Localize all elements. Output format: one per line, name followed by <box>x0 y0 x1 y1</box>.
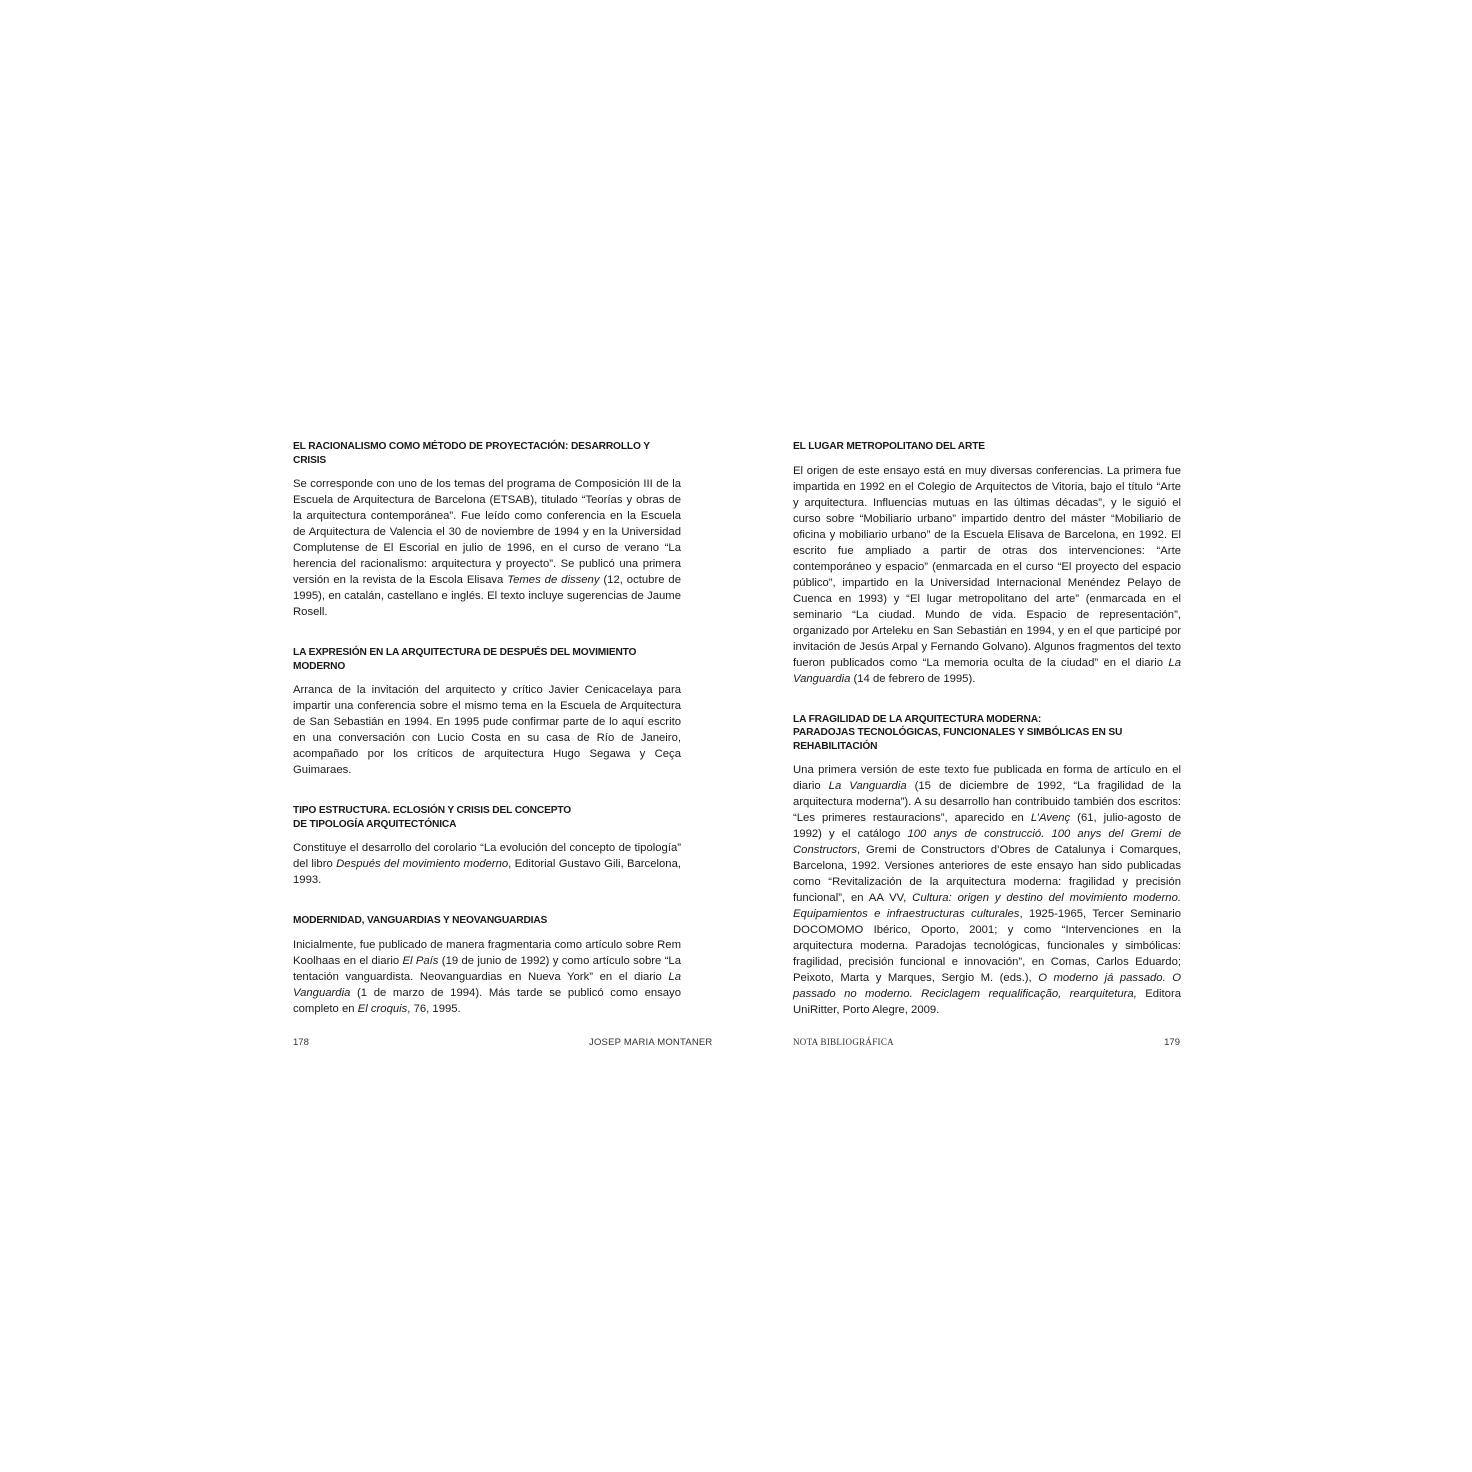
section-lugar-metropolitano <box>793 440 1181 687</box>
section-tipo-estructura <box>293 804 681 888</box>
running-head-title: NOTA BIBLIOGRÁFICA <box>793 1037 894 1047</box>
section-body <box>793 762 1181 1018</box>
text-run: (14 de febrero de 1995). <box>850 672 976 685</box>
text-run: El origen de este ensayo está en muy diversas conferencias. La primera fue impartida en 1992 en el Colegio de Arquitectos de Vitoria, bajo el título “Arte y arquitectura. Influencias mutuas en las últimas décadas”, y le siguió el curso sobre “Mobiliario urbano” impartido dentro del máster “Mobiliario de oficina y mobiliario urbano” de la Escuela Elisava de Barcelona, en 1992. El escrito fue ampliado a partir de otras dos intervenciones: “Arte contemporáneo y espacio” (enmarcada en el curso “El proyecto del espacio público”, impartido en la Universidad Internacional Menéndez Pelayo de Cuenca en 1993) y “El lugar metropolitano del arte” (enmarcada en el seminario “La ciudad. Mundo de vida. Espacio de representación”, organizado por Arteleku en San Sebastián en 1994, y en el que participé por invitación de Jesús Arpal y Fernando Golvano). Algunos fragmentos del texto fueron publicados como “La memoria oculta de la ciudad” en el diario <box>793 464 1181 669</box>
page-number-right: 179 <box>1164 1037 1180 1048</box>
section-body <box>293 682 681 778</box>
section-fragilidad <box>793 713 1181 1019</box>
section-body <box>293 840 681 888</box>
text-run: Una primera versión de este texto fue publicada en forma de artículo en el diario <box>793 764 1181 792</box>
section-expresion <box>293 646 681 778</box>
section-racionalismo <box>293 440 681 620</box>
running-head-author: JOSEP MARIA MONTANER <box>589 1037 713 1048</box>
section-title: LA FRAGILIDAD DE LA ARQUITECTURA MODERNA: PARADOJAS TECNOLÓGICAS, FUNCIONALES Y SIMBÓLICAS EN SU REHABILITACIÓN <box>793 713 1123 752</box>
section-title: EL LUGAR METROPOLITANO DEL ARTE <box>793 441 985 452</box>
italic-run: La Vanguardia <box>828 780 907 792</box>
section-body <box>793 463 1181 687</box>
italic-run: Cultura: origen y destino del movimiento moderno. Equipamientos e infraestructuras culturales <box>793 892 1181 920</box>
page-number-left: 178 <box>293 1037 309 1048</box>
italic-run: 100 anys de construcció. 100 anys del Gremi de Constructors <box>793 828 1181 856</box>
text-run: , 76, 1995. <box>407 1002 461 1015</box>
text-run: , Editorial Gustavo Gili, Barcelona, 1993. <box>293 858 681 886</box>
section-modernidad <box>293 914 681 1017</box>
italic-run: La Vanguardia <box>293 970 681 999</box>
section-title: EL RACIONALISMO COMO MÉTODO DE PROYECTACIÓN: DESARROLLO Y CRISIS <box>293 441 650 466</box>
text-run: (12, octubre de 1995), en catalán, castellano e inglés. El texto incluye sugerencias de Jaume Rosell. <box>293 574 681 618</box>
right-page <box>793 440 1181 1044</box>
text-run: Constituye el desarrollo del corolario “La evolución del concepto de tipología” del libro <box>293 842 681 870</box>
text-run: , 1925-1965, Tercer Seminario DOCOMOMO Ibérico, Oporto, 2001; y como “Intervenciones en la arquitectura moderna. Paradojas tecnológicas, funcionales y simbólicas: fragilidad, precisión funcional e innovación”, en Comas, Carlos Eduardo; Peixoto, Marta y Marques, Sergio M. (eds.), <box>793 908 1181 984</box>
italic-run: El País <box>402 954 439 967</box>
text-run: (15 de diciembre de 1992, “La fragilidad de la arquitectura moderna”). A su desarrollo han contribuido también dos escritos: “Les primeres restauracions”, aparecido en <box>793 780 1181 824</box>
text-run: Arranca de la invitación del arquitecto y crítico Javier Cenicacelaya para impartir una conferencia sobre el mismo tema en la Escuela de Arquitectura de San Sebastián en 1994. En 1995 pude confirmar parte de lo aquí escrito en una conversación con Lucio Costa en su casa de Río de Janeiro, acompañado por los críticos de arquitectura Hugo Segawa y Ceça Guimaraes. <box>293 684 681 776</box>
section-body <box>293 937 681 1017</box>
italic-run: O moderno já passado. O passado no moderno. Reciclagem requalificação, rearquitetura, <box>793 972 1182 1000</box>
italic-run: Después del movimiento moderno <box>336 858 509 870</box>
italic-run: La Vanguardia <box>793 656 1181 685</box>
section-title: TIPO ESTRUCTURA. ECLOSIÓN Y CRISIS DEL CONCEPTO DE TIPOLOGÍA ARQUITECTÓNICA <box>293 805 572 830</box>
text-run: , Gremi de Constructors d’Obres de Catalunya i Comarques, Barcelona, 1992. Versiones anteriores de este ensayo han sido publicadas como “Revitalización de la arquitectura moderna: fragilidad y precisión funcional”, en AA VV, <box>793 844 1181 904</box>
text-run: (19 de junio de 1992) y como artículo sobre “La tentación vanguardista. Neovanguardias en Nueva York” en el diario <box>293 954 682 983</box>
text-run: Se corresponde con uno de los temas del programa de Composición III de la Escuela de Arquitectura de Barcelona (ETSAB), titulado “Teorías y obras de la arquitectura contemporánea”. Fue leído como conferencia en la Escuela de Arquitectura de Valencia el 30 de noviembre de 1994 y en la Universidad Complutense de El Escorial en julio de 1996, en el curso de verano “La herencia del racionalismo: arquitectura y proyecto”. Se publicó una primera versión en la revista de la Escola Elisava <box>293 478 681 586</box>
italic-run: Temes de disseny <box>507 574 600 586</box>
left-page <box>293 440 681 1043</box>
text-run: Editora UniRitter, Porto Alegre, 2009. <box>793 988 1181 1016</box>
italic-run: L’Avenç <box>1030 812 1071 824</box>
text-run: (61, julio-agosto de 1992) y el catálogo <box>793 812 1181 840</box>
section-body <box>293 476 681 620</box>
section-title: MODERNIDAD, VANGUARDIAS Y NEOVANGUARDIAS <box>293 915 548 926</box>
section-title: LA EXPRESIÓN EN LA ARQUITECTURA DE DESPUÉS DEL MOVIMIENTO MODERNO <box>293 647 637 672</box>
text-run: Inicialmente, fue publicado de manera fragmentaria como artículo sobre Rem Koolhaas en el diario <box>293 938 681 967</box>
italic-run: El croquis <box>357 1002 408 1015</box>
text-run: (1 de marzo de 1994). Más tarde se publicó como ensayo completo en <box>293 986 681 1015</box>
